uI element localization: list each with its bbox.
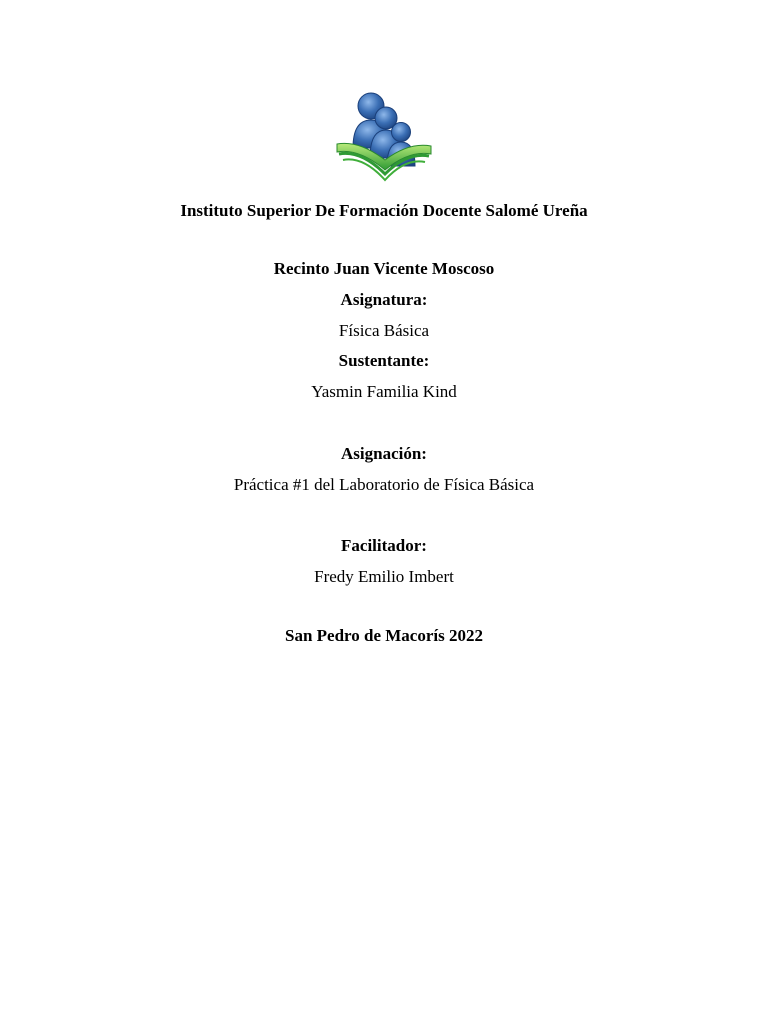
place-year: San Pedro de Macorís 2022 [284, 626, 483, 645]
institution-logo [319, 88, 449, 190]
assignment-value: Práctica #1 del Laboratorio de Física Básica [233, 475, 535, 494]
student-value: Yasmin Familia Kind [311, 382, 457, 401]
facilitator-value: Fredy Emilio Imbert [314, 567, 454, 586]
campus-name: Recinto Juan Vicente Moscoso [273, 259, 495, 278]
subject-value: Física Básica [338, 321, 430, 340]
institution-name: Instituto Superior De Formación Docente Salomé Ureña [180, 201, 588, 220]
assignment-label: Asignación: [341, 444, 427, 463]
facilitator-label: Facilitador: [341, 536, 427, 555]
student-label: Sustentante: [338, 351, 430, 370]
subject-label: Asignatura: [340, 290, 428, 309]
